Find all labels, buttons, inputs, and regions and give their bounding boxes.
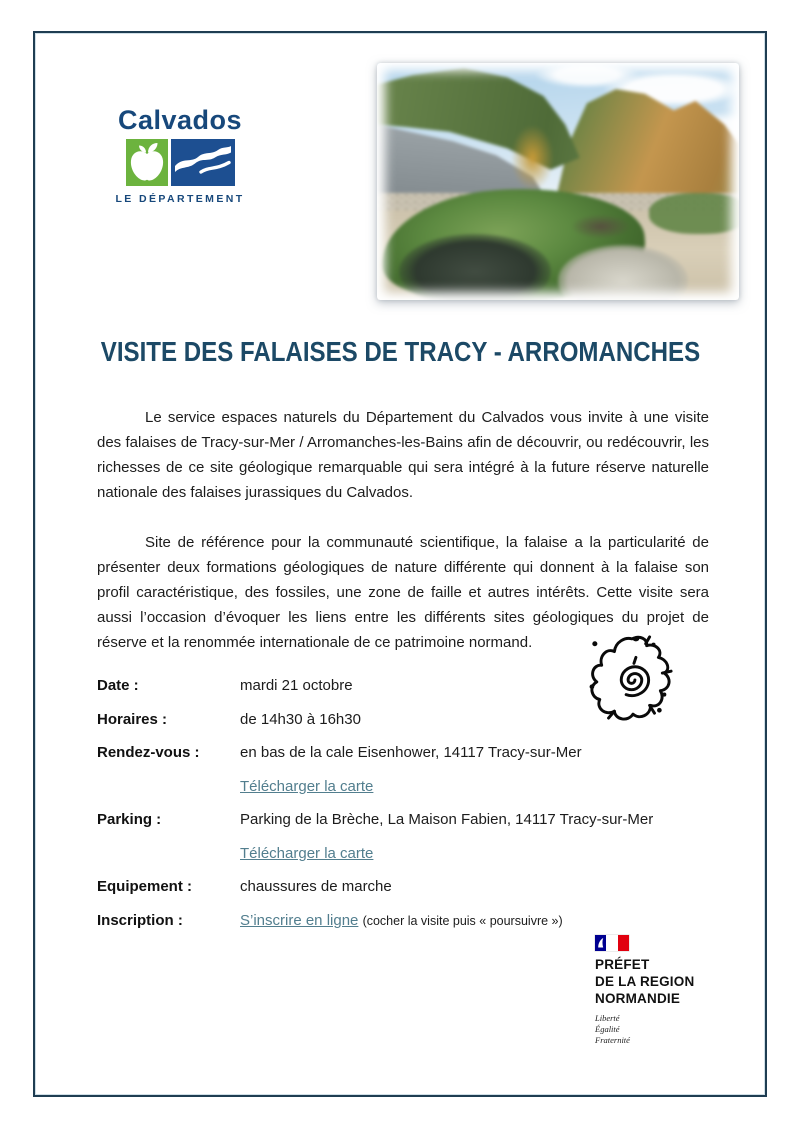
apple-icon bbox=[126, 139, 168, 186]
wave-icon bbox=[171, 139, 235, 186]
calvados-logo-title: Calvados bbox=[117, 105, 243, 135]
prefet-motto: Liberté Égalité Fraternité bbox=[595, 1013, 630, 1045]
register-note: (cocher la visite puis « poursuivre ») bbox=[362, 913, 563, 928]
cliffs-photo-paint bbox=[377, 63, 739, 300]
page-title: VISITE DES FALAISES DE TRACY - ARROMANCHES bbox=[100, 336, 700, 367]
detail-value-horaires: de 14h30 à 16h30 bbox=[240, 710, 361, 728]
detail-label-date: Date : bbox=[97, 677, 139, 694]
detail-label-empty-1 bbox=[97, 776, 240, 797]
french-flag-icon bbox=[595, 935, 629, 951]
download-map-link-parking[interactable]: Télécharger la carte bbox=[240, 844, 374, 862]
detail-label-empty-2 bbox=[97, 843, 240, 864]
event-details bbox=[97, 675, 697, 932]
marianne-icon bbox=[595, 935, 606, 951]
prefet-name: PRÉFET DE LA REGION NORMANDIE bbox=[595, 957, 695, 1006]
prefet-normandie-logo bbox=[595, 935, 745, 1046]
intro-text bbox=[97, 405, 709, 655]
cliffs-photo bbox=[377, 63, 739, 300]
detail-label-inscription: Inscription : bbox=[97, 911, 183, 929]
calvados-logo-squares bbox=[105, 139, 255, 186]
document-page bbox=[33, 31, 767, 1097]
intro-paragraph-2: Site de référence pour la communauté scientifique, la falaise a la particularité de présenter deux formations géologiques de nature différente qui donnent à la falaise son profil caractéristique, des fossiles, une zone de faille et autres intérêts. Cette visite sera aussi l’occasion d’évoquer les liens entre les différents sites géologiques du projet de réserve et la renommée internationale de ce patrimoine normand. bbox=[97, 534, 709, 651]
register-online-link[interactable]: S’inscrire en ligne bbox=[240, 911, 359, 929]
calvados-logo bbox=[105, 105, 255, 205]
calvados-logo-subtitle: LE DÉPARTEMENT bbox=[115, 193, 245, 205]
detail-label-equipement: Equipement : bbox=[97, 878, 193, 895]
detail-value-parking: Parking de la Brèche, La Maison Fabien, 14117 Tracy-sur-Mer bbox=[240, 811, 654, 828]
detail-value-equipement: chaussures de marche bbox=[240, 878, 392, 895]
detail-label-parking: Parking : bbox=[97, 811, 162, 828]
detail-label-horaires: Horaires : bbox=[97, 710, 168, 728]
detail-value-rendez-vous: en bas de la cale Eisenhower, 14117 Tracy-sur-Mer bbox=[240, 744, 582, 761]
detail-label-rendez-vous: Rendez-vous : bbox=[97, 744, 200, 761]
intro-paragraph-1: Le service espaces naturels du Département du Calvados vous invite à une visite des falaises de Tracy-sur-Mer / Arromanches-les-Bains afin de découvrir, ou redécouvrir, les richesses de ce site géologique remarquable qui sera intégré à la future réserve naturelle nationale des falaises jurassiques du Calvados. bbox=[97, 409, 709, 501]
detail-value-date: mardi 21 octobre bbox=[240, 677, 353, 694]
download-map-link-rendez-vous[interactable]: Télécharger la carte bbox=[240, 777, 374, 795]
